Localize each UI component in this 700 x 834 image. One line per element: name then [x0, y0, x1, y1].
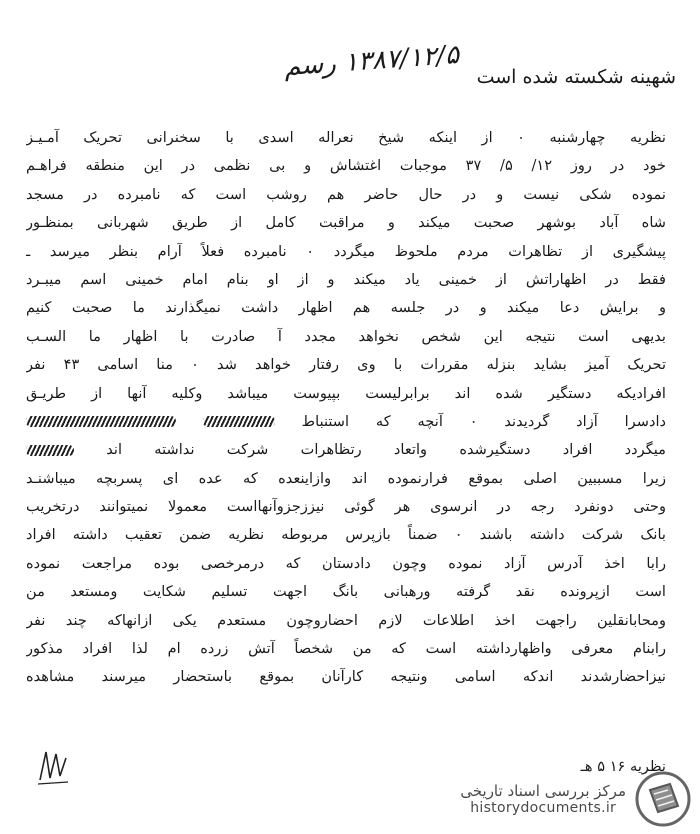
document-line: وحتی دونفرد رجه در انرسوی هر گوئی نیززجزوآنهااست معمولا نمیتوانند درتخریب [26, 498, 666, 516]
document-line-redacted [26, 408, 666, 436]
watermark-url: historydocuments.ir [470, 800, 617, 816]
document-line-text: دادسرا آزاد گردیدند ۰ آنچه که استنباط [301, 412, 666, 430]
archive-logo-icon [634, 770, 692, 828]
document-line: شاه آباد بوشهر صحبت میکند و مراقبت کامل از طریق شهربانی بمنظـور [26, 214, 666, 232]
document-line: ومحابانقلین راجهت اخذ اطلاعات لازم احضاروچون مستعدم یکی ازانهاکه چند نفر [26, 611, 666, 629]
header-text: شهینه شکسته شده است [476, 66, 676, 88]
document-line: تحریک آمیز بشاید بنزله مقررات با وی رفتار خواهد شد ۰ منا اسامی ۴۳ نفر [26, 356, 666, 374]
document-line: رابنام معرفی واظهارداشته است که من شخصاً آتش زرده ام لذا افراد مذکور [26, 640, 666, 658]
signature-mark [36, 746, 70, 786]
document-body [26, 124, 666, 692]
document-header [283, 39, 676, 90]
document-line-text: میگردد افراد دستگیرشده واتعاد رتظاهرات شرکت نداشته اند [106, 441, 666, 459]
document-line: بانک شرکت داشته باشند ۰ ضمناً بازپرس مربوطه نظریه ضمن تعقیب داشته افراد [26, 526, 666, 544]
document-line: نموده شکی نیست و در حال حاضر هم روشب است که نامبرده در مسجد [26, 185, 666, 203]
archive-watermark [408, 768, 692, 830]
watermark-text [460, 782, 626, 816]
document-line: است ازپرونده نقد گرفته ورهبانی بانگ اجهت تسلیم شکایت ومستعد من [26, 583, 666, 601]
document-line: بدیهی است نتیجه این شخص نخواهد مجدد آ صادرت با اظهار ما السـب [26, 327, 666, 345]
document-line: فقط در اظهاراتش از خمینی یاد میکند و از او بنام امام خمینی اسم میبـرد [26, 270, 666, 288]
document-line: و برایش دعا میکند و در جلسه هم اظهار داشت نمیگذارند ما صحبت کنیم [26, 299, 666, 317]
document-line: پیشگیری از تظاهرات مردم ملحوظ میگردد ۰ نامبرده فعلاً آرام بنظر میرسد ـ [26, 242, 666, 260]
document-line: رابا اخذ آدرس آزاد نموده وچون دادستان که درمرخصی بوده مراجعت نموده [26, 554, 666, 572]
document-line: نظریه چهارشنبه ۰ از اینکه شیخ نعراله اسدی با سخنرانی تحریک آمـیـز [26, 129, 666, 146]
watermark-name: مرکز بررسی اسناد تاریخی [460, 782, 626, 800]
document-line: افرادیکه دستگیر شده اند برابرلیست بپیوست میباشد وکلیه آنها از طریـق [26, 384, 666, 402]
redaction-scribble [26, 416, 176, 427]
document-line: نیزاحضارشدند اندکه اسامی ونتیجه کارآنان بموقع باستحضار میرسند مشاهده [26, 668, 666, 686]
document-line: زیرا مسببین اصلی بموقع فرارنموده اند وازاینعده که عده ای پسربچه میباشنـد [26, 469, 666, 487]
redaction-scribble [203, 416, 275, 427]
document-footer: نظریه ۱۶ ۵ هـ [580, 758, 666, 775]
handwritten-date: ۱۳۸۷/۱۲/۵ رسم [283, 39, 461, 83]
document-line-redacted [26, 436, 666, 464]
document-line: خود در روز ۱۲/ ۵/ ۳۷ موجبات اغتشاش و بی نظمی در این منطقه فراهـم [26, 157, 666, 175]
redaction-scribble [26, 445, 74, 456]
